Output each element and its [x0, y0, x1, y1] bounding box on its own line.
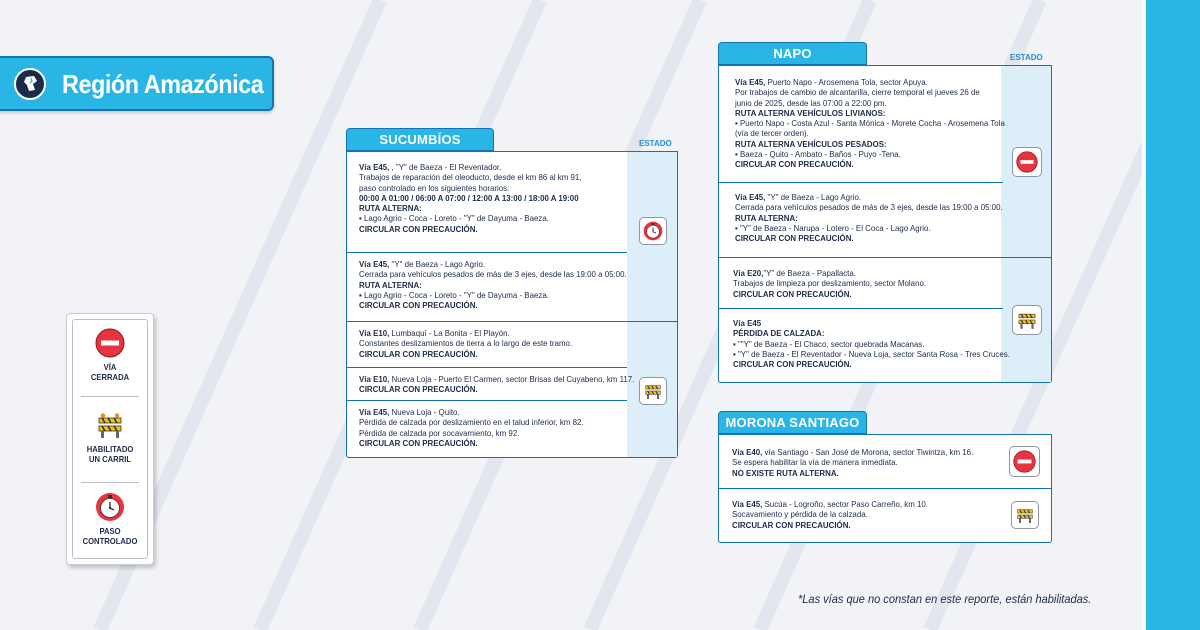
entry-sucumbios	[359, 374, 634, 395]
legend-label-1: VÍA	[103, 362, 117, 372]
entry-napo	[735, 192, 1003, 243]
section-tab-sucumbios: SUCUMBÍOS	[346, 128, 494, 151]
entry-line	[732, 447, 973, 457]
row-divider	[719, 182, 1003, 183]
entry-line	[733, 289, 926, 299]
entry-line-bold: CIRCULAR CON PRECAUCIÓN.	[359, 348, 478, 359]
entry-line-text: ▪ Puerto Napo - Costa Azul - Santa Mónica - Morete Cocha - Arosemena Tola	[735, 118, 1005, 129]
estado-label: ESTADO	[1010, 53, 1043, 62]
entry-line	[732, 520, 928, 530]
estado-label: ESTADO	[639, 139, 672, 148]
status-controlled-icon	[639, 217, 667, 245]
entry-line	[359, 349, 572, 359]
entry-line-text: Trabajos de limpieza por deslizamiento, sector Molano.	[733, 278, 927, 289]
row-divider	[719, 488, 1051, 489]
entry-line	[735, 192, 1003, 202]
entry-line-text: ▪ "Y" de Baeza - Narupa - Lotero - El Coca - Lago Agrio.	[735, 222, 931, 233]
entry-line-text: Sucúa - Logroño, sector Paso Carreño, km 10.	[762, 499, 929, 509]
entry-line	[733, 318, 1010, 328]
entry-line-text: Puerto Napo - Arosemena Tola, sector Apuya.	[765, 77, 928, 87]
entry-line	[735, 87, 1005, 97]
region-header	[0, 56, 274, 111]
region-title: Región Amazónica	[62, 69, 264, 99]
entry-line-text: Se espera habilitar la vía de manera inmediata.	[732, 457, 898, 468]
entry-line	[359, 259, 627, 269]
row-divider	[347, 400, 627, 401]
entry-line-bold: CIRCULAR CON PRECAUCIÓN.	[359, 437, 478, 448]
entry-line-text: ▪ ""Y" de Baeza - El Chaco, sector quebrada Macanas.	[733, 338, 925, 349]
entry-line	[732, 468, 973, 478]
entry-line-bold: Vía E10,	[359, 374, 390, 384]
entry-line	[735, 139, 1005, 149]
status-column	[627, 152, 677, 457]
entry-line	[732, 457, 973, 467]
entry-line-bold: Vía E45,	[359, 259, 390, 269]
entry-line-bold: Vía E45,	[735, 192, 766, 202]
entry-line-text: vía Santiago - San José de Morona, sector Tiwintza, km 16.	[762, 447, 974, 457]
entry-line	[359, 280, 627, 290]
entry-line-text: Por trabajos de cambio de alcantarilla, cierre temporal el jueves 26 de	[735, 87, 980, 98]
region-map-icon	[14, 68, 46, 100]
entry-line	[735, 233, 1003, 243]
section-tab-morona-santiago: MORONA SANTIAGO	[718, 411, 867, 434]
entry-line	[733, 278, 926, 288]
entry-line	[359, 384, 634, 394]
entry-line-text: Cerrada para vehículos pesados de más de 3 ejes, desde las 19:00 a 05:00.	[735, 202, 1003, 213]
entry-line-bold: CIRCULAR CON PRECAUCIÓN.	[735, 159, 854, 170]
entry-line-bold: Vía E10,	[359, 328, 390, 338]
entry-line-bold: RUTA ALTERNA VEHÍCULOS PESADOS:	[735, 138, 887, 149]
entry-line	[359, 374, 634, 384]
entry-line	[735, 159, 1005, 169]
entry-napo	[735, 77, 1005, 170]
entry-line	[735, 108, 1005, 118]
entry-line	[359, 193, 582, 203]
entry-line-text: ▪ Lago Agrio - Coca - Loreto - "Y" de Dayuma - Baeza.	[359, 213, 549, 224]
entry-line	[359, 407, 584, 417]
entry-line-bold: PÉRDIDA DE CALZADA:	[733, 328, 825, 339]
entry-line-text: Lumbaquí - La Bonita - El Playón.	[389, 328, 510, 338]
entry-line-text: Pérdida de calzada por deslizamiento en el talud inferior, km 82.	[359, 417, 584, 428]
legend-label-2: CONTROLADO	[82, 536, 138, 546]
entry-line	[733, 349, 1010, 359]
road-barrier-icon	[643, 381, 663, 401]
entry-line-bold: CIRCULAR CON PRECAUCIÓN.	[732, 519, 851, 530]
entry-line	[735, 202, 1003, 212]
entry-line	[735, 77, 1005, 87]
entry-line	[735, 98, 1005, 108]
row-divider	[347, 367, 627, 368]
entry-line-text: Constantes deslizamientos de tierra a lo largo de este tramo.	[359, 338, 573, 349]
entry-line	[359, 428, 584, 438]
entry-sucumbios	[359, 162, 582, 234]
entry-line	[735, 128, 1005, 138]
entry-line	[733, 359, 1010, 369]
entry-line-bold: RUTA ALTERNA:	[735, 212, 798, 223]
entry-line-text: paso controlado en los siguientes horarios:	[359, 182, 510, 193]
entry-line	[732, 509, 928, 519]
stopwatch-icon	[643, 221, 663, 241]
road-barrier-icon	[95, 412, 125, 440]
status-one-lane-icon	[1012, 305, 1042, 335]
entry-line	[735, 149, 1005, 159]
legend-item-closed	[73, 328, 147, 382]
footnote: *Las vías que no constan en este reporte, están habilitadas.	[798, 592, 1092, 606]
entry-line	[359, 417, 584, 427]
legend-label-2: CERRADA	[90, 372, 130, 382]
entry-morona	[732, 447, 973, 478]
no-entry-icon	[1013, 450, 1036, 473]
entry-line-bold: Vía E40,	[732, 447, 763, 457]
entry-napo	[733, 318, 1010, 369]
entry-line-text: Nueva Loja - Puerto El Carmen, sector Brisas del Cuyabeno, km 117.	[389, 374, 635, 384]
entry-line-bold: RUTA ALTERNA VEHÍCULOS LIVIANOS:	[735, 107, 886, 118]
legend-label-1: HABILITADO	[86, 444, 134, 454]
legend-label-1: PASO	[99, 526, 121, 536]
entry-line-bold: CIRCULAR CON PRECAUCIÓN.	[735, 233, 854, 244]
status-one-lane-icon	[1011, 501, 1039, 529]
entry-line-bold: CIRCULAR CON PRECAUCIÓN.	[733, 359, 852, 370]
entry-line	[359, 203, 582, 213]
entry-line-bold: Vía E45,	[732, 499, 763, 509]
legend-item-one-lane	[73, 412, 147, 464]
legend-divider	[81, 482, 139, 483]
entry-line-text: Trabajos de reparación del oleoducto, desde el km 86 al km 91,	[359, 172, 582, 183]
right-accent-bar	[1146, 0, 1200, 630]
section-tab-napo: NAPO	[718, 42, 867, 65]
entry-line	[735, 213, 1003, 223]
legend-item-controlled	[73, 492, 147, 546]
entry-line	[359, 338, 572, 348]
entry-line-text: (vía de tercer orden).	[735, 128, 809, 139]
status-closed-icon	[1009, 446, 1040, 477]
entry-line	[359, 172, 582, 182]
entry-morona	[732, 499, 928, 530]
road-barrier-icon	[1015, 505, 1035, 525]
entry-line-text: ▪ Lago Agrio - Coca - Loreto - "Y" de Dayuma - Baeza.	[359, 289, 549, 300]
legend-label-2: UN CARRIL	[88, 454, 132, 464]
no-entry-icon	[1016, 151, 1038, 173]
entry-sucumbios	[359, 259, 627, 310]
status-one-lane-icon	[639, 377, 667, 405]
row-divider	[719, 308, 1003, 309]
row-divider	[719, 257, 1051, 258]
entry-sucumbios	[359, 407, 584, 448]
entry-line-text: ▪ "Y" de Baeza - El Reventador - Nueva Loja, sector Santa Rosa - Tres Cruces.	[733, 348, 1010, 359]
entry-line-bold: Vía E20,	[733, 268, 764, 278]
section-panel-sucumbios	[346, 151, 678, 458]
section-panel-morona-santiago	[718, 434, 1052, 543]
entry-line-text: junio de 2025, desde las 07:00 a 22:00 pm.	[735, 97, 887, 108]
stopwatch-icon	[95, 492, 125, 522]
entry-line	[359, 213, 582, 223]
entry-line	[735, 223, 1003, 233]
entry-line	[359, 162, 582, 172]
entry-line-bold: CIRCULAR CON PRECAUCIÓN.	[359, 300, 478, 311]
entry-line	[359, 224, 582, 234]
entry-line-text: Cerrada para vehículos pesados de más de 3 ejes, desde las 19:00 a 05:00.	[359, 269, 627, 280]
entry-line	[359, 328, 572, 338]
entry-line-bold: NO EXISTE RUTA ALTERNA.	[732, 467, 839, 478]
entry-line-text: ▪ Baeza - Quito - Ambato - Baños - Puyo -Tena.	[735, 149, 901, 160]
entry-line-bold: 00:00 A 01:00 / 06:00 A 07:00 / 12:00 A 13:00 / 18:00 A 19:00	[359, 192, 579, 203]
entry-line-bold: Vía E45,	[735, 77, 766, 87]
entry-line	[359, 269, 627, 279]
entry-line	[733, 268, 926, 278]
entry-line-bold: RUTA ALTERNA:	[359, 279, 422, 290]
entry-line-bold: Vía E45	[733, 318, 762, 328]
entry-line-text: Nueva Loja - Quito.	[389, 407, 460, 417]
road-barrier-icon	[1016, 309, 1038, 331]
entry-line	[359, 183, 582, 193]
entry-line-text: "Y" de Baeza - Papallacta.	[763, 268, 856, 278]
entry-line	[732, 499, 928, 509]
section-panel-napo	[718, 65, 1052, 383]
row-divider	[347, 252, 627, 253]
row-divider	[347, 321, 677, 322]
entry-line-text: , "Y" de Baeza - El Reventador.	[389, 162, 502, 172]
no-entry-icon	[95, 328, 125, 358]
entry-line	[735, 118, 1005, 128]
legend-divider	[81, 396, 139, 397]
entry-line-bold: Vía E45,	[359, 407, 390, 417]
entry-line-text: "Y" de Baeza - Lago Agrio.	[765, 192, 862, 202]
entry-line	[359, 300, 627, 310]
entry-line	[733, 339, 1010, 349]
entry-line	[359, 438, 584, 448]
status-closed-icon	[1012, 147, 1042, 177]
entry-line-text: Socavamiento y pérdida de la calzada.	[732, 509, 868, 520]
entry-line-bold: CIRCULAR CON PRECAUCIÓN.	[733, 288, 852, 299]
entry-line	[733, 328, 1010, 338]
entry-line-bold: CIRCULAR CON PRECAUCIÓN.	[359, 384, 478, 395]
entry-line-bold: RUTA ALTERNA:	[359, 203, 422, 214]
legend-panel	[66, 313, 154, 565]
entry-line-bold: Vía E45,	[359, 162, 390, 172]
entry-napo	[733, 268, 926, 299]
entry-sucumbios	[359, 328, 572, 359]
entry-line-text: Pérdida de calzada por socavamiento, km 92.	[359, 427, 520, 438]
entry-line-text: "Y" de Baeza - Lago Agrio.	[389, 259, 486, 269]
entry-line-bold: CIRCULAR CON PRECAUCIÓN.	[359, 223, 478, 234]
entry-line	[359, 290, 627, 300]
